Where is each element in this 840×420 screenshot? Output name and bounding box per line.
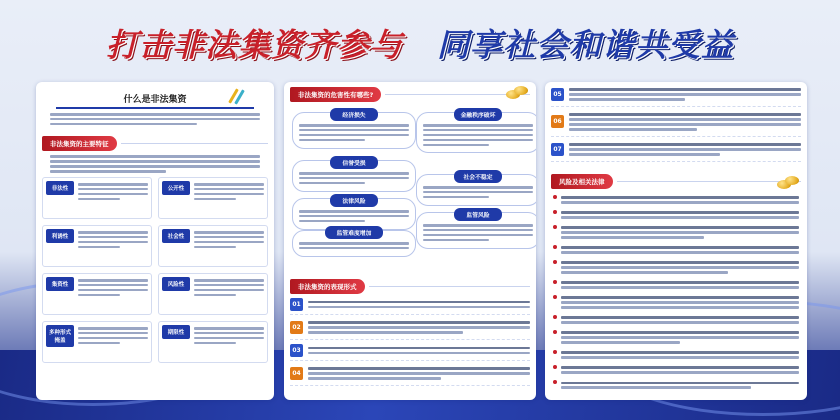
forms-title: 非法集资的表现形式: [290, 279, 365, 294]
tip-item: [553, 209, 799, 221]
form-number: 03: [290, 344, 303, 357]
coin-icon: [514, 86, 528, 95]
feature-label: 社会性: [162, 229, 190, 243]
harm-card: [416, 174, 536, 206]
features-header: [42, 135, 268, 151]
harm-label: 监管风险: [454, 208, 502, 221]
harm-card: [292, 198, 416, 230]
feature-card: [158, 273, 268, 315]
feature-card: [42, 177, 152, 219]
harm-card: [292, 160, 416, 192]
title-right: 同享社会和谐共受益: [437, 26, 735, 64]
harm-label: 监管难度增加: [325, 226, 383, 239]
panel-harms: [284, 82, 536, 400]
feature-label: 非法性: [46, 181, 74, 195]
panel-law: [545, 82, 807, 400]
form-number: 02: [290, 321, 303, 334]
harm-label: 法律风险: [330, 194, 378, 207]
features-intro: [50, 155, 260, 172]
features-grid: [42, 177, 268, 363]
title-left: 打击非法集资齐参与: [105, 26, 403, 64]
panel-what-is: [36, 82, 274, 400]
harms-title: 非法集资的危害性有哪些?: [290, 87, 381, 102]
form-item: [551, 111, 801, 137]
tip-item: [553, 329, 799, 346]
feature-label: 多种形式掩盖: [46, 325, 74, 347]
harm-label: 社会不稳定: [454, 170, 502, 183]
title-bar: [0, 18, 840, 68]
what-is-title-text: 什么是非法集资: [123, 95, 187, 105]
feature-card: [42, 225, 152, 267]
tips-list: [545, 194, 807, 392]
feature-label: 期限性: [162, 325, 190, 339]
what-is-title: [56, 92, 254, 109]
features-title: 非法集资的主要特征: [42, 136, 117, 151]
harm-card: [416, 212, 536, 249]
form-item: [551, 141, 801, 162]
form-number: 06: [551, 115, 564, 128]
harm-label: 经济损失: [330, 108, 378, 121]
tip-item: [553, 224, 799, 241]
form-item: [290, 319, 530, 340]
feature-card: [158, 225, 268, 267]
tip-item: [553, 279, 799, 291]
harm-label: 金融秩序破坏: [454, 108, 502, 121]
tip-item: [553, 244, 799, 256]
tip-item: [553, 294, 799, 311]
feature-label: 利诱性: [46, 229, 74, 243]
forms-list: [284, 298, 536, 386]
harm-label: 信誉受损: [330, 156, 378, 169]
form-number: 07: [551, 143, 564, 156]
tip-item: [553, 364, 799, 376]
tips-header: [551, 174, 801, 190]
harm-card: [416, 112, 536, 153]
form-number: 01: [290, 298, 303, 311]
tip-item: [553, 379, 799, 391]
form-number: 04: [290, 367, 303, 380]
form-number: 05: [551, 88, 564, 101]
feature-card: [158, 321, 268, 363]
form-item: [290, 298, 530, 315]
what-is-paragraph: [50, 113, 260, 125]
tips-title: 风险及相关法律: [551, 174, 613, 189]
harm-card: [292, 112, 416, 149]
tip-item: [553, 194, 799, 206]
form-item: [290, 344, 530, 361]
feature-card: [42, 273, 152, 315]
tip-item: [553, 314, 799, 326]
form-item: [290, 365, 530, 386]
harms-grid: [292, 106, 528, 248]
feature-label: 公开性: [162, 181, 190, 195]
tip-item: [553, 349, 799, 361]
tip-item: [553, 259, 799, 276]
feature-label: 集资性: [46, 277, 74, 291]
forms-header: [290, 278, 530, 294]
feature-label: 风险性: [162, 277, 190, 291]
feature-card: [42, 321, 152, 363]
coin-icon: [785, 176, 799, 185]
harms-header: [290, 86, 530, 102]
feature-card: [158, 177, 268, 219]
continued-forms: [545, 86, 807, 162]
harm-card: [292, 230, 416, 257]
form-item: [551, 86, 801, 107]
